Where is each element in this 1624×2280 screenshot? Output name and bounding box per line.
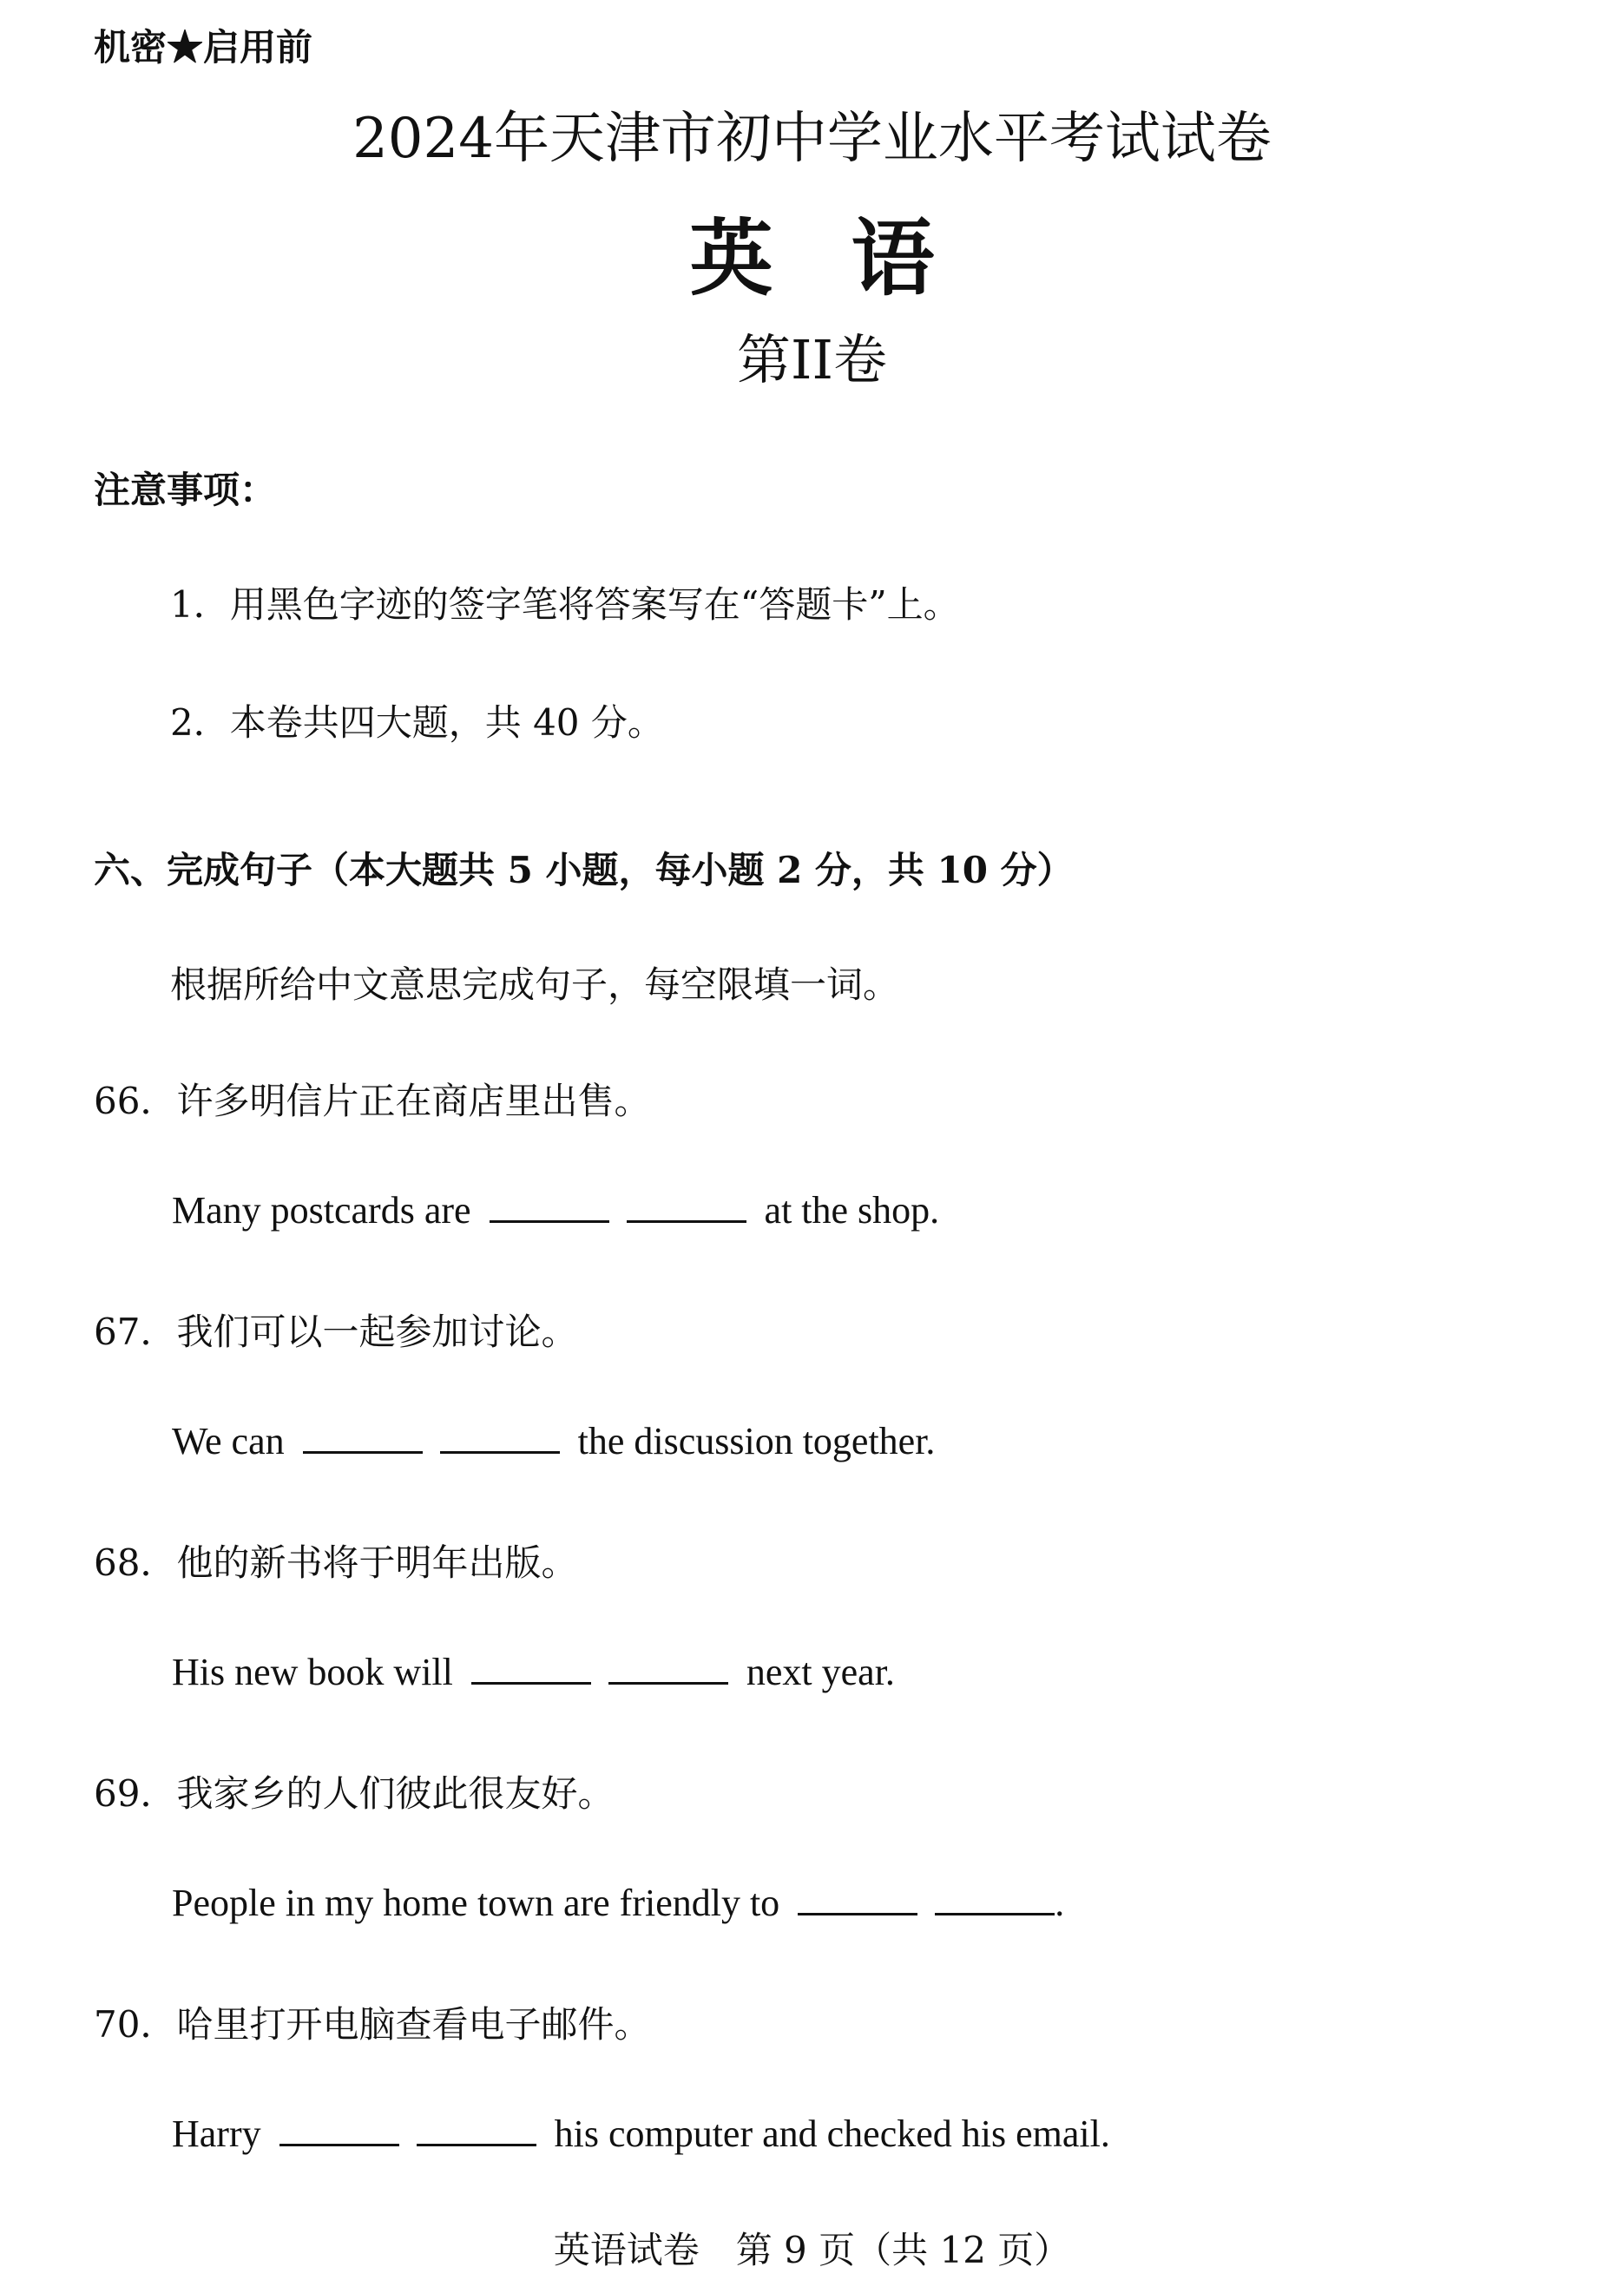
question-68-blank-1[interactable] xyxy=(471,1649,591,1685)
question-70-chinese: 70．哈里打开电脑查看电子邮件。 xyxy=(94,2003,651,2046)
question-67-chinese: 67．我们可以一起参加讨论。 xyxy=(94,1311,578,1353)
question-70-text-before: Harry xyxy=(172,2112,261,2155)
question-66-text-after: at the shop. xyxy=(764,1189,940,1232)
notice-heading: 注意事项： xyxy=(94,469,277,511)
question-69-text-before: People in my home town are friendly to xyxy=(172,1882,780,1924)
subject-title: 英语 xyxy=(689,209,1013,307)
question-66-sentence xyxy=(172,1187,939,1232)
question-68-chinese: 68．他的新书将于明年出版。 xyxy=(94,1541,578,1584)
question-69-text-after: . xyxy=(1055,1882,1065,1924)
notice-item-2: 2．本卷共四大题，共 40 分。 xyxy=(170,701,664,744)
question-69-blank-2[interactable] xyxy=(935,1880,1055,1915)
confidential-label: 机密★启用前 xyxy=(94,26,313,69)
question-68-sentence xyxy=(172,1649,895,1694)
exam-title: 2024年天津市初中学业水平考试试卷 xyxy=(352,107,1272,171)
question-67-blank-1[interactable] xyxy=(303,1418,423,1454)
question-70-blank-2[interactable] xyxy=(417,2111,536,2146)
section-instruction: 根据所给中文意思完成句子，每空限填一词。 xyxy=(170,963,900,1006)
question-70-blank-1[interactable] xyxy=(279,2111,399,2146)
question-68-text-before: His new book will xyxy=(172,1651,453,1693)
question-66-chinese: 66．许多明信片正在商店里出售。 xyxy=(94,1080,651,1122)
question-68-blank-2[interactable] xyxy=(608,1649,728,1685)
question-67-text-before: We can xyxy=(172,1420,285,1462)
question-67-text-after: the discussion together. xyxy=(577,1420,936,1462)
volume-title: 第II卷 xyxy=(737,328,887,391)
question-69-chinese: 69．我家乡的人们彼此很友好。 xyxy=(94,1772,615,1815)
question-66-blank-2[interactable] xyxy=(627,1187,746,1223)
section-heading: 六、完成句子（本大题共 5 小题，每小题 2 分，共 10 分） xyxy=(94,849,1074,891)
question-69-sentence xyxy=(172,1880,1064,1925)
notice-item-1: 1．用黑色字迹的签字笔将答案写在“答题卡”上。 xyxy=(170,583,960,626)
question-66-text-before: Many postcards are xyxy=(172,1189,471,1232)
question-70-text-after: his computer and checked his email. xyxy=(554,2112,1110,2155)
page-footer: 英语试卷 第 9 页（共 12 页） xyxy=(553,2229,1071,2271)
question-67-sentence xyxy=(172,1418,935,1463)
question-67-blank-2[interactable] xyxy=(440,1418,560,1454)
question-69-blank-1[interactable] xyxy=(798,1880,917,1915)
question-66-blank-1[interactable] xyxy=(490,1187,609,1223)
question-70-sentence xyxy=(172,2111,1110,2156)
question-68-text-after: next year. xyxy=(746,1651,895,1693)
